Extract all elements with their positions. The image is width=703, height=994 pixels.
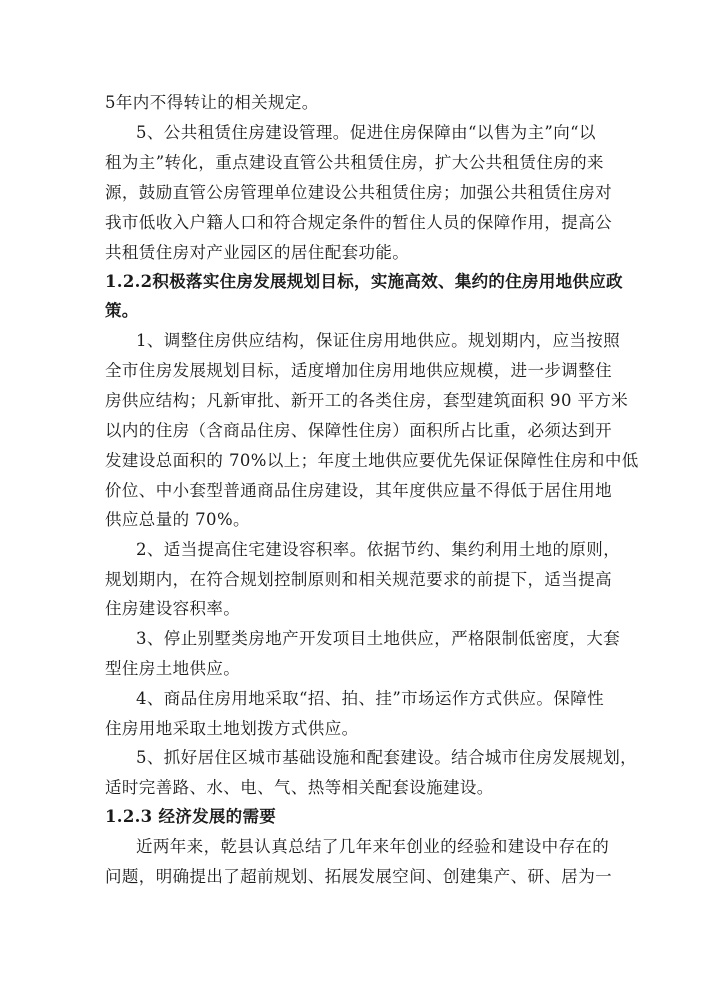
text-line: 全市住房发展规划目标，适度增加住房用地供应规模，进一步调整住 (105, 361, 612, 380)
text-line: 房供应结构；凡新审批、新开工的各类住房，套型建筑面积 90 平方米 (105, 391, 629, 410)
text-line: 2、适当提高住宅建设容积率。依据节约、集约利用土地的原则， (136, 540, 621, 559)
text-line: 5年内不得转让的相关规定。 (105, 93, 319, 112)
text-line: 源，鼓励直管公房管理单位建设公共租赁住房；加强公共租赁住房对 (105, 183, 612, 202)
section-heading: 1.2.2积极落实住房发展规划目标，实施高效、集约的住房用地供应政 (105, 272, 623, 291)
text-line: 5、公共租赁住房建设管理。促进住房保障由“以售为主”向“以 (136, 123, 596, 142)
text-line: 共租赁住房对产业园区的居住配套功能。 (105, 243, 410, 262)
text-line: 以内的住房（含商品住房、保障性住房）面积所占比重，必须达到开 (105, 421, 612, 440)
text-line: 近两年来，乾县认真总结了几年来年创业的经验和建设中存在的 (136, 837, 610, 856)
text-line: 4、商品住房用地采取“招、拍、挂”市场运作方式供应。保障性 (136, 689, 604, 708)
text-line: 型住房土地供应。 (105, 659, 241, 678)
text-line: 1、调整住房供应结构，保证住房用地供应。规划期内，应当按照 (136, 331, 621, 350)
text-line: 适时完善路、水、电、气、热等相关配套设施建设。 (105, 778, 494, 797)
section-heading-continuation: 策。 (105, 301, 139, 320)
section-heading: 1.2.3 经济发展的需要 (105, 807, 277, 826)
text-line: 规划期内，在符合规划控制原则和相关规范要求的前提下，适当提高 (105, 570, 612, 589)
text-line: 供应总量的 70%。 (105, 510, 250, 529)
text-line: 5、抓好居住区城市基础设施和配套建设。结合城市住房发展规划， (136, 748, 637, 767)
text-line: 我市低收入户籍人口和符合规定条件的暂住人员的保障作用，提高公 (105, 213, 612, 232)
text-line: 问题，明确提出了超前规划、拓展发展空间、创建集产、研、居为一 (105, 867, 612, 886)
text-line: 3、停止别墅类房地产开发项目土地供应，严格限制低密度，大套 (136, 629, 621, 648)
text-line: 发建设总面积的 70%以上；年度土地供应要优先保证保障性住房和中低 (105, 451, 639, 470)
text-line: 租为主”转化，重点建设直管公共租赁住房，扩大公共租赁住房的来 (105, 153, 604, 172)
text-line: 价位、中小套型普通商品住房建设，其年度供应量不得低于居住用地 (105, 481, 612, 500)
text-line: 住房用地采取土地划拨方式供应。 (105, 719, 359, 738)
text-line: 住房建设容积率。 (105, 599, 241, 618)
